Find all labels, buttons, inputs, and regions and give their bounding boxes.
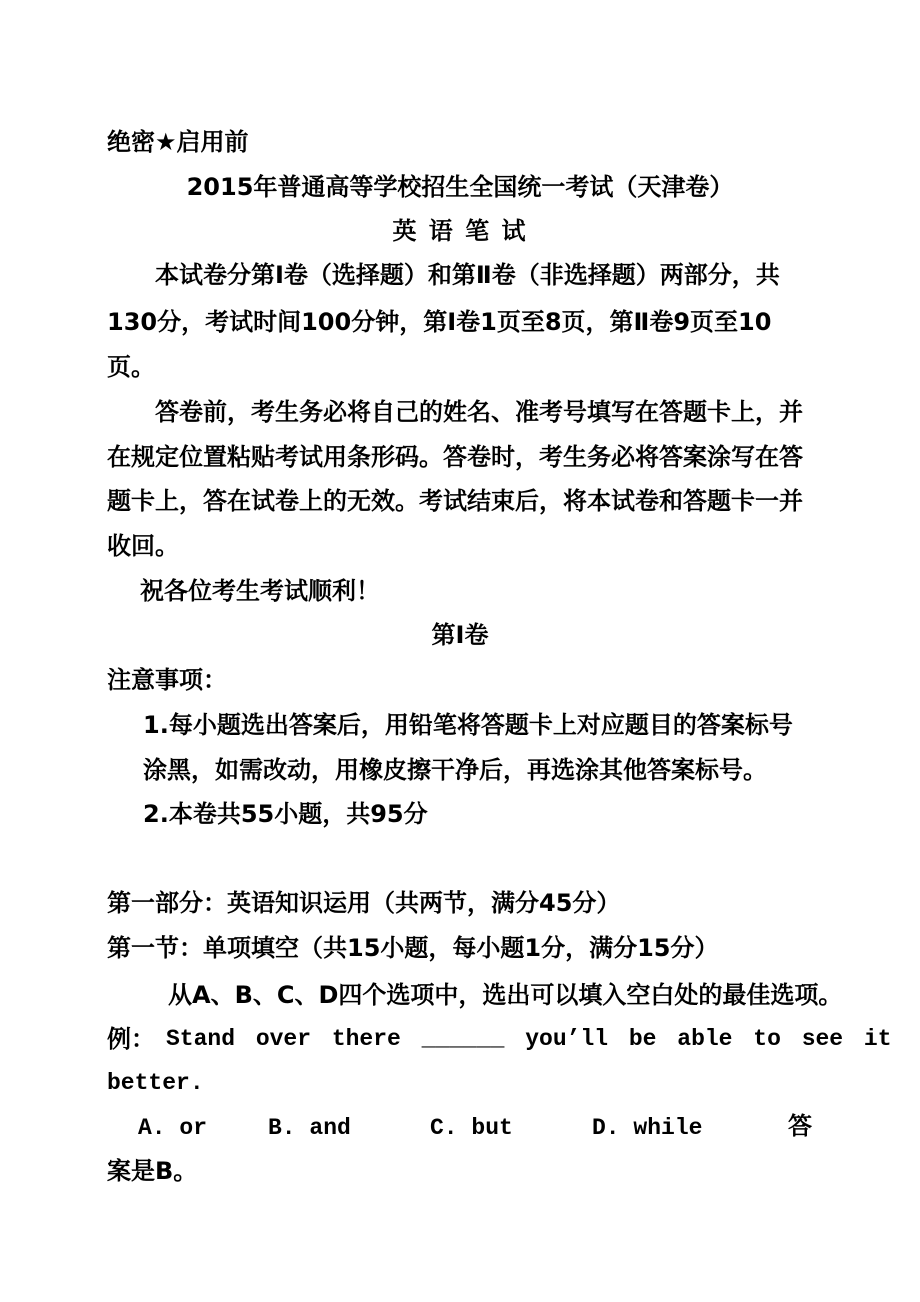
subject-title: 英 语 笔 试: [392, 217, 528, 245]
exam-title: 2015年普通高等学校招生全国统一考试（天津卷）: [186, 173, 734, 201]
answer-end: 案是B。: [107, 1157, 198, 1185]
secret-label: 绝密★启用前: [107, 128, 249, 156]
notes-title: 注意事项：: [107, 666, 227, 694]
part-title: 第一部分：英语知识运用（共两节，满分45分）: [107, 889, 621, 917]
part1-heading: 第Ⅰ卷: [431, 621, 489, 649]
intro-line-1: 本试卷分第Ⅰ卷（选择题）和第Ⅱ卷（非选择题）两部分，共: [155, 261, 780, 289]
intro-line-7: 收回。: [107, 532, 179, 560]
note-1b: 涂黑，如需改动，用橡皮擦干净后，再选涂其他答案标号。: [143, 756, 767, 784]
option-a: A. or: [138, 1115, 208, 1141]
answer-start: 答: [788, 1112, 812, 1140]
note-2: 2.本卷共55小题，共95分: [143, 800, 428, 828]
example-sentence: Stand over there ______ you’ll be able to see it: [166, 1026, 892, 1052]
intro-line-6: 题卡上，答在试卷上的无效。考试结束后，将本试卷和答题卡一并: [107, 487, 803, 515]
instruction-line: 从A、B、C、D四个选项中，选出可以填入空白处的最佳选项。: [168, 981, 843, 1009]
intro-line-5: 在规定位置粘贴考试用条形码。答卷时，考生务必将答案涂写在答: [107, 443, 803, 471]
example-sentence-end: better.: [107, 1070, 204, 1096]
intro-line-2: 130分，考试时间100分钟，第Ⅰ卷1页至8页，第Ⅱ卷9页至10: [107, 308, 772, 336]
option-d: D. while: [592, 1115, 703, 1141]
intro-line-4: 答卷前，考生务必将自己的姓名、准考号填写在答题卡上，并: [155, 398, 803, 426]
option-b: B. and: [268, 1115, 351, 1141]
option-c: C. but: [430, 1115, 513, 1141]
intro-line-3: 页。: [107, 353, 155, 381]
section-title: 第一节：单项填空（共15小题，每小题1分，满分15分）: [107, 934, 719, 962]
note-1a: 1.每小题选出答案后，用铅笔将答题卡上对应题目的答案标号: [143, 711, 793, 739]
example-label: 例：: [107, 1025, 155, 1053]
wish-line: 祝各位考生考试顺利！: [140, 577, 380, 605]
